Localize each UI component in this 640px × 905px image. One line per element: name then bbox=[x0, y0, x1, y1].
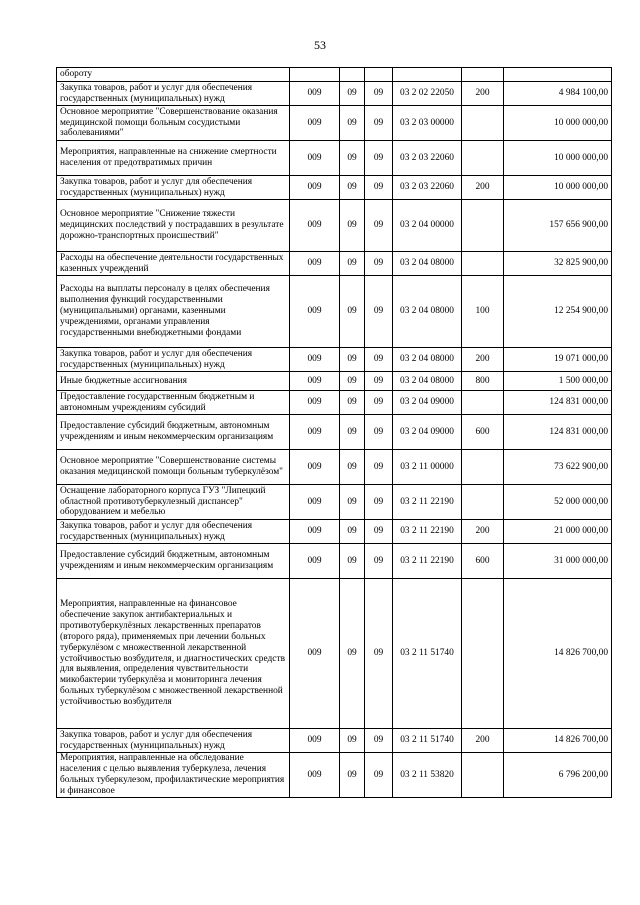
table-row bbox=[57, 579, 612, 729]
row-sum-cell: 73 622 900,00 bbox=[504, 450, 612, 485]
row-code-cell: 009 bbox=[290, 176, 340, 200]
row-section-cell: 09 bbox=[340, 579, 365, 729]
row-code-cell: 009 bbox=[290, 82, 340, 106]
table-row bbox=[57, 200, 612, 252]
row-subsection-cell: 09 bbox=[365, 579, 393, 729]
row-subsection-cell: 09 bbox=[365, 372, 393, 391]
table-row bbox=[57, 276, 612, 348]
row-section-cell: 09 bbox=[340, 415, 365, 450]
row-subsection-cell: 09 bbox=[365, 176, 393, 200]
row-subsection-cell: 09 bbox=[365, 520, 393, 544]
page-number: 53 bbox=[314, 38, 326, 52]
table-row bbox=[57, 372, 612, 391]
row-subsection-cell: 09 bbox=[365, 729, 393, 753]
row-csr-cell: 03 2 11 00000 bbox=[393, 450, 462, 485]
row-name-cell: Расходы на обеспечение деятельности государственных казенных учреждений bbox=[57, 252, 290, 276]
row-name-cell: Иные бюджетные ассигнования bbox=[57, 372, 290, 391]
row-name-cell: обороту bbox=[57, 68, 290, 82]
row-vr-cell bbox=[462, 485, 504, 520]
row-name-cell: Основное мероприятие "Совершенствование оказания медицинской помощи больным сосудистыми заболеваниями" bbox=[57, 106, 290, 141]
row-name-cell: Закупка товаров, работ и услуг для обеспечения государственных (муниципальных) нужд bbox=[57, 729, 290, 753]
row-section-cell: 09 bbox=[340, 348, 365, 372]
row-section-cell: 09 bbox=[340, 520, 365, 544]
row-csr-cell: 03 2 03 22060 bbox=[393, 141, 462, 176]
budget-table bbox=[56, 67, 612, 798]
row-vr-cell: 200 bbox=[462, 520, 504, 544]
row-csr-cell: 03 2 02 22050 bbox=[393, 82, 462, 106]
table-row bbox=[57, 520, 612, 544]
row-vr-cell: 600 bbox=[462, 544, 504, 579]
row-sum-cell: 19 071 000,00 bbox=[504, 348, 612, 372]
row-subsection-cell: 09 bbox=[365, 753, 393, 798]
row-sum-cell: 124 831 000,00 bbox=[504, 391, 612, 415]
row-sum-cell: 124 831 000,00 bbox=[504, 415, 612, 450]
row-name-cell: Мероприятия, направленные на обследование населения с целью выявления туберкулеза, лечения больных туберкулезом, профилактические мероприятия и финансовое bbox=[57, 753, 290, 798]
row-sum-cell: 10 000 000,00 bbox=[504, 141, 612, 176]
row-csr-cell: 03 2 04 09000 bbox=[393, 391, 462, 415]
row-code-cell: 009 bbox=[290, 252, 340, 276]
table-row bbox=[57, 68, 612, 82]
row-section-cell: 09 bbox=[340, 544, 365, 579]
row-csr-cell: 03 2 11 51740 bbox=[393, 729, 462, 753]
row-code-cell: 009 bbox=[290, 579, 340, 729]
row-vr-cell: 200 bbox=[462, 729, 504, 753]
row-csr-cell bbox=[393, 68, 462, 82]
table-row bbox=[57, 106, 612, 141]
row-section-cell: 09 bbox=[340, 176, 365, 200]
row-code-cell: 009 bbox=[290, 415, 340, 450]
row-subsection-cell: 09 bbox=[365, 485, 393, 520]
row-section-cell: 09 bbox=[340, 141, 365, 176]
row-subsection-cell: 09 bbox=[365, 106, 393, 141]
table-row bbox=[57, 753, 612, 798]
row-sum-cell: 10 000 000,00 bbox=[504, 106, 612, 141]
row-sum-cell: 52 000 000,00 bbox=[504, 485, 612, 520]
row-code-cell: 009 bbox=[290, 485, 340, 520]
row-vr-cell bbox=[462, 450, 504, 485]
row-sum-cell bbox=[504, 68, 612, 82]
row-sum-cell: 14 826 700,00 bbox=[504, 729, 612, 753]
row-sum-cell: 32 825 900,00 bbox=[504, 252, 612, 276]
row-code-cell: 009 bbox=[290, 729, 340, 753]
row-vr-cell bbox=[462, 200, 504, 252]
row-sum-cell: 14 826 700,00 bbox=[504, 579, 612, 729]
table-row bbox=[57, 141, 612, 176]
row-code-cell: 009 bbox=[290, 450, 340, 485]
row-subsection-cell: 09 bbox=[365, 348, 393, 372]
table-row bbox=[57, 252, 612, 276]
table-row bbox=[57, 415, 612, 450]
row-sum-cell: 6 796 200,00 bbox=[504, 753, 612, 798]
row-name-cell: Закупка товаров, работ и услуг для обеспечения государственных (муниципальных) нужд bbox=[57, 520, 290, 544]
row-vr-cell bbox=[462, 579, 504, 729]
row-subsection-cell: 09 bbox=[365, 200, 393, 252]
row-sum-cell: 31 000 000,00 bbox=[504, 544, 612, 579]
row-code-cell: 009 bbox=[290, 348, 340, 372]
row-subsection-cell: 09 bbox=[365, 391, 393, 415]
row-csr-cell: 03 2 04 09000 bbox=[393, 415, 462, 450]
row-sum-cell: 157 656 900,00 bbox=[504, 200, 612, 252]
row-csr-cell: 03 2 04 08000 bbox=[393, 348, 462, 372]
row-section-cell: 09 bbox=[340, 200, 365, 252]
table-row bbox=[57, 729, 612, 753]
row-section-cell bbox=[340, 68, 365, 82]
row-subsection-cell: 09 bbox=[365, 252, 393, 276]
table-row bbox=[57, 348, 612, 372]
table-row bbox=[57, 450, 612, 485]
row-name-cell: Оснащение лабораторного корпуса ГУЗ "Липецкий областной противотуберкулезный диспансер" оборудованием и мебелью bbox=[57, 485, 290, 520]
row-subsection-cell: 09 bbox=[365, 276, 393, 348]
row-code-cell: 009 bbox=[290, 544, 340, 579]
row-name-cell: Мероприятия, направленные на снижение смертности населения от предотвратимых причин bbox=[57, 141, 290, 176]
row-section-cell: 09 bbox=[340, 391, 365, 415]
row-vr-cell bbox=[462, 106, 504, 141]
row-vr-cell bbox=[462, 141, 504, 176]
row-vr-cell: 200 bbox=[462, 348, 504, 372]
row-name-cell: Предоставление государственным бюджетным и автономным учреждениям субсидий bbox=[57, 391, 290, 415]
row-csr-cell: 03 2 04 08000 bbox=[393, 252, 462, 276]
table-row bbox=[57, 176, 612, 200]
row-section-cell: 09 bbox=[340, 485, 365, 520]
row-vr-cell: 100 bbox=[462, 276, 504, 348]
row-sum-cell: 12 254 900,00 bbox=[504, 276, 612, 348]
row-sum-cell: 4 984 100,00 bbox=[504, 82, 612, 106]
row-name-cell: Основное мероприятие "Совершенствование системы оказания медицинской помощи больным туберкулёзом" bbox=[57, 450, 290, 485]
row-name-cell: Закупка товаров, работ и услуг для обеспечения государственных (муниципальных) нужд bbox=[57, 176, 290, 200]
table-row bbox=[57, 485, 612, 520]
row-name-cell: Закупка товаров, работ и услуг для обеспечения государственных (муниципальных) нужд bbox=[57, 348, 290, 372]
row-code-cell: 009 bbox=[290, 106, 340, 141]
row-section-cell: 09 bbox=[340, 106, 365, 141]
row-vr-cell bbox=[462, 252, 504, 276]
row-name-cell: Закупка товаров, работ и услуг для обеспечения государственных (муниципальных) нужд bbox=[57, 82, 290, 106]
row-section-cell: 09 bbox=[340, 450, 365, 485]
row-vr-cell bbox=[462, 391, 504, 415]
row-code-cell: 009 bbox=[290, 753, 340, 798]
row-section-cell: 09 bbox=[340, 372, 365, 391]
row-code-cell: 009 bbox=[290, 276, 340, 348]
row-section-cell: 09 bbox=[340, 753, 365, 798]
row-subsection-cell: 09 bbox=[365, 82, 393, 106]
row-subsection-cell bbox=[365, 68, 393, 82]
row-section-cell: 09 bbox=[340, 276, 365, 348]
row-code-cell: 009 bbox=[290, 200, 340, 252]
row-section-cell: 09 bbox=[340, 252, 365, 276]
row-code-cell bbox=[290, 68, 340, 82]
table-row bbox=[57, 544, 612, 579]
row-name-cell: Предоставление субсидий бюджетным, автономным учреждениям и иным некоммерческим организациям bbox=[57, 544, 290, 579]
row-vr-cell: 200 bbox=[462, 176, 504, 200]
row-sum-cell: 10 000 000,00 bbox=[504, 176, 612, 200]
row-subsection-cell: 09 bbox=[365, 141, 393, 176]
table-row bbox=[57, 82, 612, 106]
row-vr-cell bbox=[462, 753, 504, 798]
row-csr-cell: 03 2 11 22190 bbox=[393, 520, 462, 544]
row-name-cell: Мероприятия, направленные на финансовое обеспечение закупок антибактериальных и противотуберкулёзных лекарственных препаратов (второго ряда), применяемых при лечении больных туберкулёзом с множественной лекарственной устойчивостью возбудителя, и диагностических средств для выявления, определения чувствительности микобактерии туберкулёза и мониторинга лечения больных туберкулёзом с множественной лекарственной устойчивостью возбудителя bbox=[57, 579, 290, 729]
row-subsection-cell: 09 bbox=[365, 544, 393, 579]
row-csr-cell: 03 2 11 22190 bbox=[393, 544, 462, 579]
row-subsection-cell: 09 bbox=[365, 415, 393, 450]
row-name-cell: Расходы на выплаты персоналу в целях обеспечения выполнения функций государственными (муниципальными) органами, казенными учреждениями, органами управления государственными внебюджетными фондами bbox=[57, 276, 290, 348]
row-csr-cell: 03 2 04 08000 bbox=[393, 372, 462, 391]
row-vr-cell: 800 bbox=[462, 372, 504, 391]
row-csr-cell: 03 2 11 22190 bbox=[393, 485, 462, 520]
row-section-cell: 09 bbox=[340, 82, 365, 106]
row-code-cell: 009 bbox=[290, 141, 340, 176]
row-name-cell: Основное мероприятие "Снижение тяжести медицинских последствий у пострадавших в результате дорожно-транспортных происшествий" bbox=[57, 200, 290, 252]
row-code-cell: 009 bbox=[290, 372, 340, 391]
row-vr-cell bbox=[462, 68, 504, 82]
row-code-cell: 009 bbox=[290, 520, 340, 544]
row-csr-cell: 03 2 03 00000 bbox=[393, 106, 462, 141]
table-row bbox=[57, 391, 612, 415]
row-name-cell: Предоставление субсидий бюджетным, автономным учреждениям и иным некоммерческим организациям bbox=[57, 415, 290, 450]
row-sum-cell: 21 000 000,00 bbox=[504, 520, 612, 544]
row-subsection-cell: 09 bbox=[365, 450, 393, 485]
row-csr-cell: 03 2 04 00000 bbox=[393, 200, 462, 252]
row-csr-cell: 03 2 11 51740 bbox=[393, 579, 462, 729]
row-csr-cell: 03 2 04 08000 bbox=[393, 276, 462, 348]
row-csr-cell: 03 2 11 53820 bbox=[393, 753, 462, 798]
row-section-cell: 09 bbox=[340, 729, 365, 753]
row-code-cell: 009 bbox=[290, 391, 340, 415]
row-vr-cell: 200 bbox=[462, 82, 504, 106]
row-sum-cell: 1 500 000,00 bbox=[504, 372, 612, 391]
row-csr-cell: 03 2 03 22060 bbox=[393, 176, 462, 200]
row-vr-cell: 600 bbox=[462, 415, 504, 450]
